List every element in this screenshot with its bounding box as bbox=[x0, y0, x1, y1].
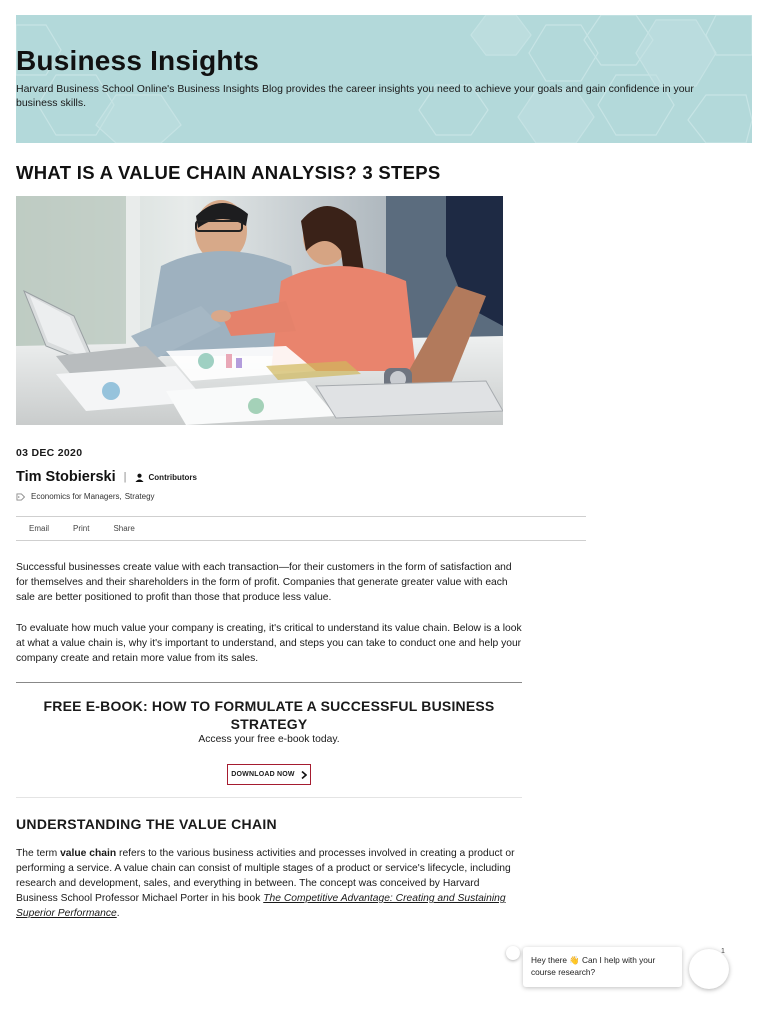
blog-title: Business Insights bbox=[16, 45, 260, 76]
cta-subtitle: Access your free e-book today. bbox=[198, 734, 340, 745]
chat-message-end: Can I help with your course research? bbox=[531, 955, 656, 977]
article-tags bbox=[16, 492, 155, 501]
chat-close-button[interactable] bbox=[506, 946, 520, 960]
article-hero-image bbox=[16, 196, 503, 425]
tag-economics[interactable]: Economics for Managers bbox=[31, 492, 120, 501]
author-name[interactable]: Tim Stobierski bbox=[16, 469, 116, 485]
email-link[interactable]: Email bbox=[29, 524, 50, 533]
hexagon-pattern bbox=[16, 15, 752, 143]
chevron-right-icon bbox=[301, 771, 307, 779]
section-title: UNDERSTANDING THE VALUE CHAIN bbox=[16, 816, 277, 832]
contributors-label: Contributors bbox=[148, 472, 197, 482]
p3-middle: refers to the various business activities and processes involved in creating a product or performing a service. A value chain can consist of multiple stages of a product or service's lifecycle, including research and development, sales, and everything in between. The concept was conceived by Harvard Business School Professor Michael Porter in his book bbox=[16, 848, 515, 904]
download-now-button[interactable] bbox=[227, 764, 311, 785]
office-meeting-illustration bbox=[16, 196, 503, 425]
book-link[interactable]: The Competitive Advantage: Creating and Sustaining Superior Performance bbox=[16, 893, 506, 919]
person-icon bbox=[135, 473, 144, 482]
share-bar bbox=[16, 516, 586, 541]
p3-bold-term: value chain bbox=[60, 848, 117, 859]
p3-prefix: The term bbox=[16, 848, 61, 859]
download-button-label: DOWNLOAD NOW bbox=[231, 771, 295, 778]
author-separator: | bbox=[123, 471, 127, 483]
intro-paragraph-1: Successful businesses create value with each transaction—for their customers in the form of satisfaction and for themselves and their shareholders in the form of profit. Companies that generate greater value with each sale are better positioned to profit than those that produce less value. bbox=[16, 562, 512, 603]
print-link[interactable]: Print bbox=[73, 524, 90, 533]
intro-paragraph-2: To evaluate how much value your company is creating, it's critical to understand its value chain. Below is a look at what a value chain is, why it's important to understand, and steps you can take to conduct one and help your company create and retain more value from its sales. bbox=[16, 623, 522, 664]
chat-message-start: Hey there bbox=[531, 955, 567, 965]
chat-unread-badge: 1 bbox=[721, 948, 725, 955]
hero-banner bbox=[16, 15, 752, 143]
article-title: WHAT IS A VALUE CHAIN ANALYSIS? 3 STEPS bbox=[16, 162, 441, 183]
ebook-cta bbox=[16, 682, 522, 798]
tag-icon bbox=[16, 493, 25, 501]
author-row bbox=[16, 469, 197, 485]
contributors-link[interactable] bbox=[135, 473, 197, 482]
chat-launcher-button[interactable] bbox=[689, 949, 729, 989]
cta-title: FREE E-BOOK: HOW TO FORMULATE A SUCCESSFUL BUSINESS STRATEGY bbox=[43, 698, 495, 732]
tag-separator: , bbox=[119, 492, 122, 501]
blog-description: Harvard Business School Online's Business Insights Blog provides the career insights you need to achieve your goals and gain confidence in your business skills. bbox=[16, 83, 694, 109]
share-link[interactable]: Share bbox=[113, 524, 135, 533]
article-date: 03 DEC 2020 bbox=[16, 447, 83, 459]
wave-emoji-icon: 👋 bbox=[569, 955, 580, 965]
chat-message-bubble[interactable] bbox=[523, 947, 682, 987]
tag-strategy[interactable]: Strategy bbox=[124, 492, 155, 501]
p3-suffix: . bbox=[116, 908, 120, 919]
value-chain-paragraph bbox=[16, 846, 522, 921]
